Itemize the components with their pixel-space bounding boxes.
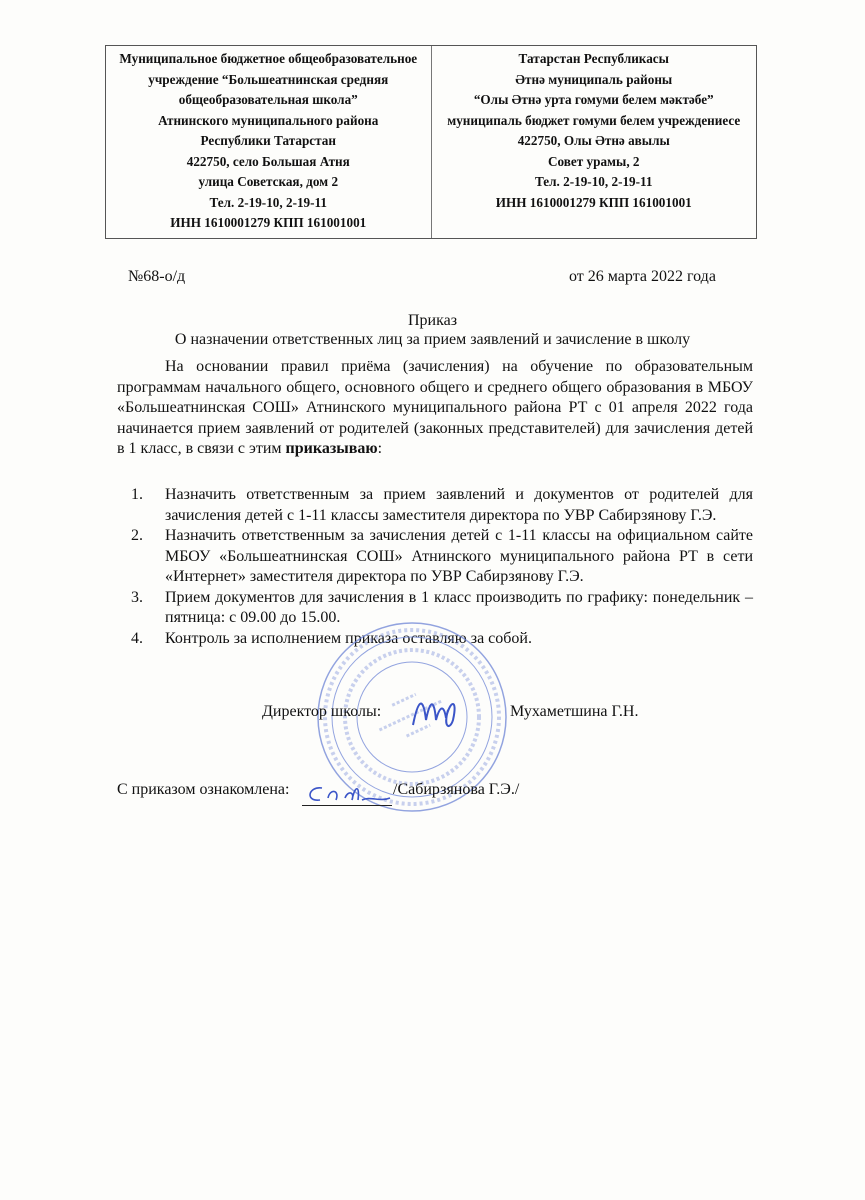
order-date: от 26 марта 2022 года	[569, 268, 716, 285]
list-item	[117, 485, 753, 526]
acquainted-label: С приказом ознакомлена:	[117, 781, 290, 798]
order-number: №68-о/д	[128, 268, 186, 285]
letterhead-line: ИНН 1610001279 КПП 161001001	[170, 215, 367, 230]
director-name: Мухаметшина Г.Н.	[510, 703, 639, 720]
item-number: 2.	[131, 527, 143, 544]
item-text: Контроль за исполнением приказа оставляю за собой.	[165, 629, 532, 647]
letterhead-line: Совет урамы, 2	[547, 153, 640, 169]
employee-signature	[300, 780, 395, 808]
letterhead-line: Муниципальное бюджетное общеобразовательное	[119, 51, 418, 66]
intro-paragraph	[117, 357, 753, 460]
intro-text: На основании правил приёма (зачисления) на обучение по образовательным программам начального общего, основного общего и среднего общего образования в МБОУ «Большеатнинская СОШ» Атнинского муниципального района РТ с 01 апреля 2022 года начинается прием заявлений от родителей (законных представителей) для зачисления детей в 1 класс, в связи с этим	[117, 358, 753, 457]
intro-bold: приказываю	[285, 440, 378, 457]
director-label: Директор школы:	[262, 703, 382, 720]
document-subtitle: О назначении ответственных лиц за прием заявлений и зачисление в школу	[174, 331, 691, 348]
letterhead-line: общеобразовательная школа”	[178, 92, 358, 107]
letterhead-line: 422750, Олы Әтнә авылы	[517, 133, 670, 148]
letterhead-line: ИНН 1610001279 КПП 161001001	[495, 194, 692, 210]
letterhead-line: Атнинского муниципального района	[158, 112, 379, 128]
item-number: 4.	[131, 629, 143, 647]
letterhead-line: Республики Татарстан	[200, 133, 336, 148]
letterhead-line: 422750, село Большая Атня	[186, 153, 350, 169]
item-text: Прием документов для зачисления в 1 класс производить по графику: понедельник – пятница: с 09.00 до 15.00.	[165, 588, 753, 626]
item-text: Назначить ответственным за зачисления детей с 1-11 классы на официальном сайте МБОУ «Большеатнинская СОШ» Атнинского муниципального района РТ в сети «Интернет» заместителя директора по УВР Сабирзянову Г.Э.	[165, 527, 753, 585]
letterhead-line: Татарстан Республикасы	[518, 51, 669, 66]
letterhead-line: учреждение “Большеатнинская средняя	[148, 71, 389, 87]
letterhead-line: Тел. 2-19-10, 2-19-11	[209, 194, 327, 210]
letterhead-line: “Олы Әтнә урта гомуми белем мәктәбе”	[473, 92, 714, 107]
item-text: Назначить ответственным за прием заявлений и документов от родителей для зачисления детей с 1-11 классы заместителя директора по УВР Сабирзянову Г.Э.	[165, 486, 753, 524]
item-number: 3.	[131, 588, 143, 606]
letterhead-line: муниципаль бюджет гомуми белем учреждениесе	[447, 112, 741, 128]
director-signature	[408, 690, 468, 735]
letterhead-table	[105, 45, 757, 239]
intro-end: :	[377, 440, 383, 457]
letterhead-russian	[106, 46, 432, 238]
letterhead-line: улица Советская, дом 2	[198, 174, 339, 189]
document-title: Приказ	[407, 312, 458, 329]
letterhead-tatar	[432, 46, 757, 238]
letterhead-line: Тел. 2-19-10, 2-19-11	[534, 174, 653, 189]
acquainted-name: /Сабирзянова Г.Э./	[393, 781, 520, 798]
item-number: 1.	[131, 486, 143, 503]
list-item	[117, 526, 753, 588]
letterhead-line: Әтнә муниципаль районы	[515, 71, 673, 87]
